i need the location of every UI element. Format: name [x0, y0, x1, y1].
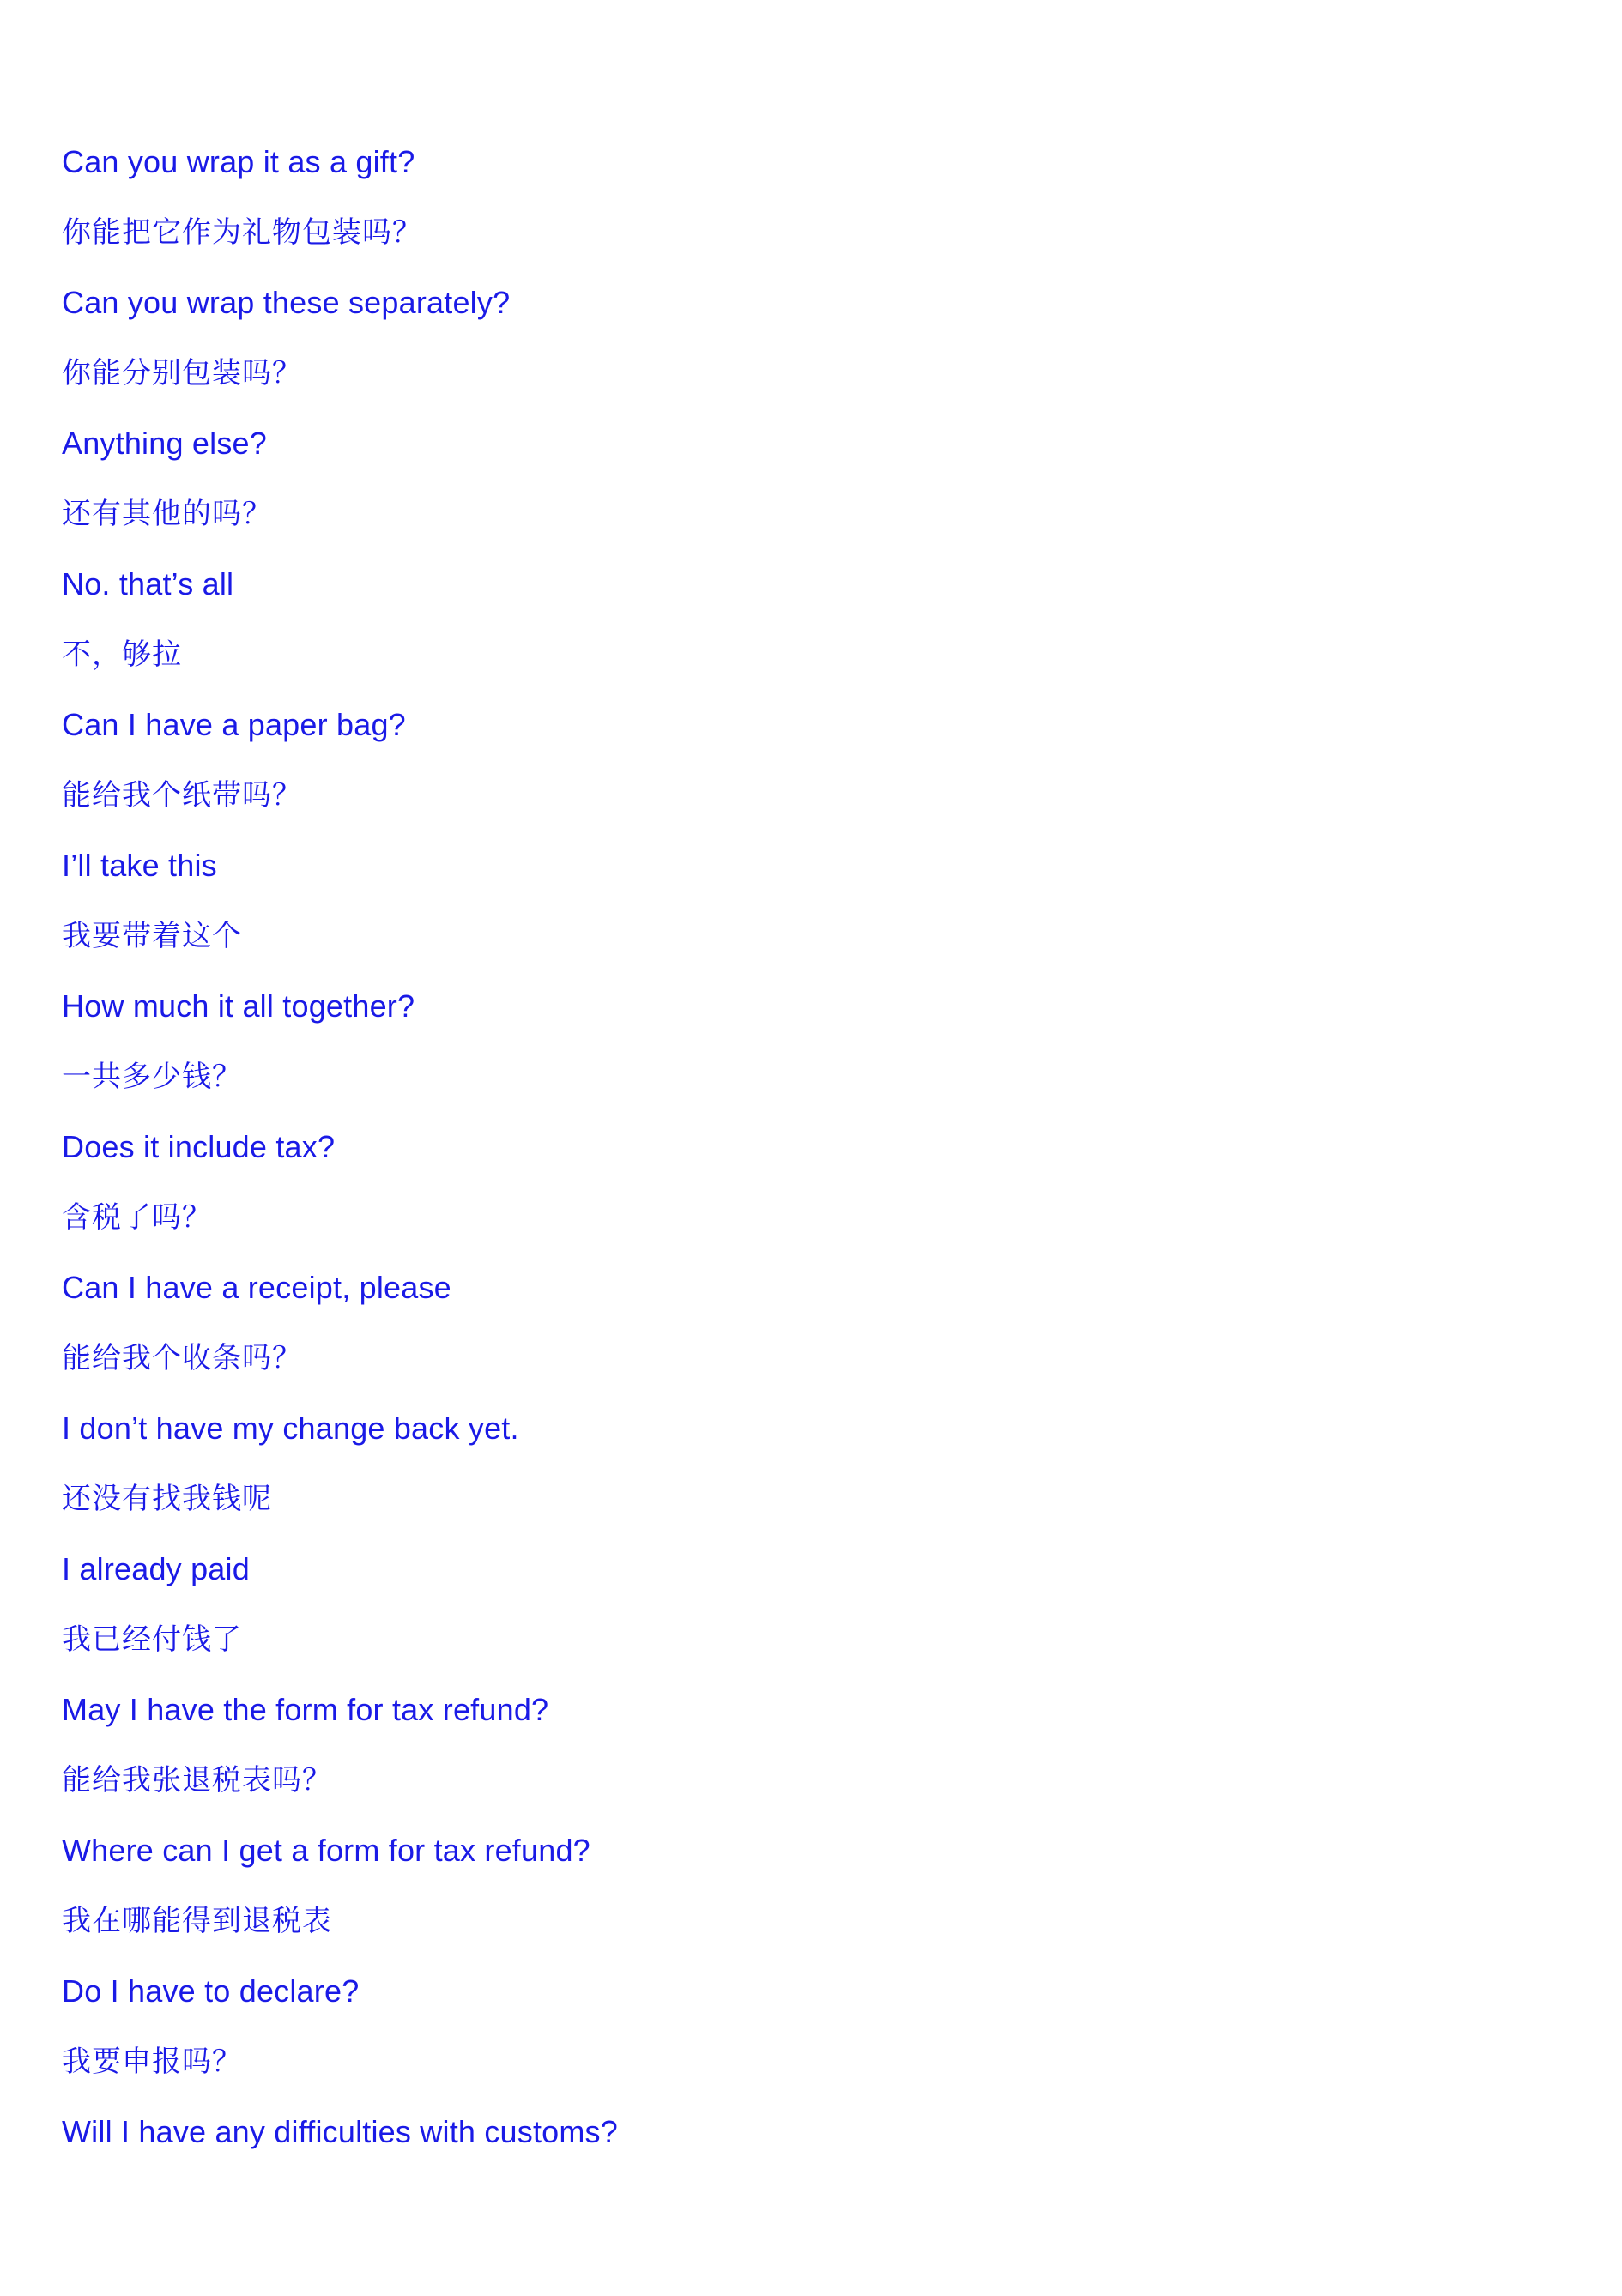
phrase-list [62, 127, 1519, 2167]
phrase-line-chinese: 我已经付钱了 [62, 1622, 242, 1657]
phrase-line-english: Can you wrap these separately? [62, 285, 511, 320]
phrase-line-english: Anything else? [62, 426, 267, 461]
phrase-line-chinese: 还没有找我钱呢 [62, 1482, 272, 1516]
phrase-line-english: Where can I get a form for tax refund? [62, 1833, 590, 1868]
phrase-line-english: Can I have a paper bag? [62, 707, 406, 742]
phrase-line-chinese: 不，够拉 [62, 637, 182, 672]
phrase-line-chinese: 我要带着这个 [62, 919, 242, 953]
phrase-line-english: No. that’s all [62, 566, 234, 601]
phrase-line-chinese: 含税了吗？ [62, 1200, 212, 1235]
phrase-line-chinese: 你能把它作为礼物包装吗？ [62, 215, 422, 250]
phrase-line-english: Does it include tax? [62, 1129, 336, 1164]
phrase-line-chinese: 能给我个收条吗？ [62, 1341, 302, 1375]
phrase-line-english: I’ll take this [62, 848, 217, 883]
phrase-line-chinese: 一共多少钱？ [62, 1060, 242, 1094]
phrase-line-chinese: 我在哪能得到退税表 [62, 1904, 332, 1938]
phrase-line-english: May I have the form for tax refund? [62, 1692, 549, 1727]
phrase-line-english: How much it all together? [62, 988, 415, 1024]
phrase-line-english: Can I have a receipt, please [62, 1270, 451, 1305]
phrase-line-chinese: 我要申报吗？ [62, 2045, 242, 2079]
phrase-line-english: I already paid [62, 1551, 250, 1586]
phrase-line-english: Will I have any difficulties with customs? [62, 2114, 618, 2149]
phrase-line-chinese: 能给我个纸带吗？ [62, 778, 302, 813]
phrase-line-english: Do I have to declare? [62, 1973, 360, 2009]
phrase-line-english: I don’t have my change back yet. [62, 1411, 519, 1446]
phrase-line-english: Can you wrap it as a gift? [62, 144, 415, 179]
phrase-line-chinese: 还有其他的吗？ [62, 497, 272, 531]
phrase-line-chinese: 能给我张退税表吗？ [62, 1763, 332, 1798]
phrase-line-chinese: 你能分别包装吗？ [62, 356, 302, 390]
